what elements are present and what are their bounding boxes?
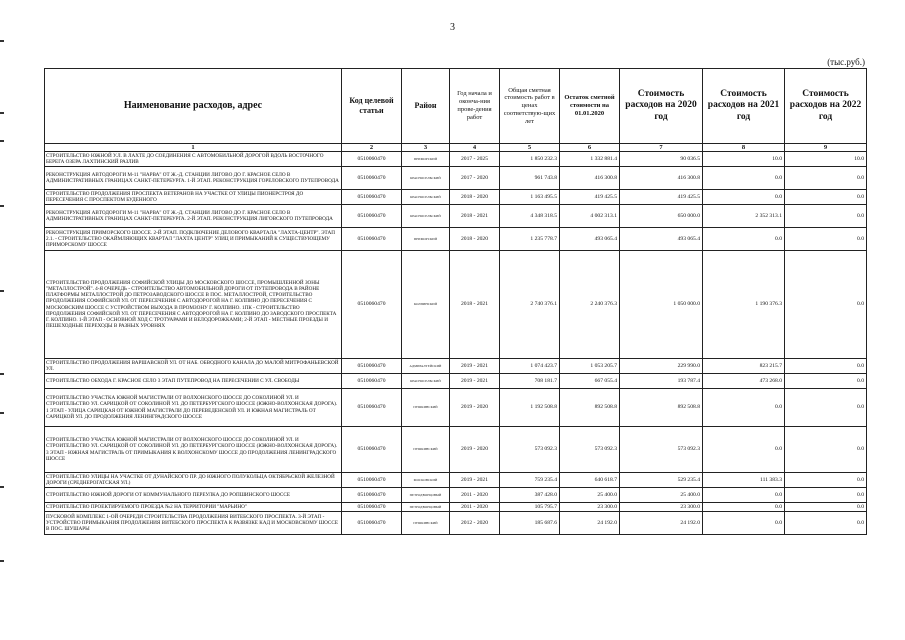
row-region: ПУШКИНСКИЙ (402, 512, 450, 535)
row-cost-2021: 0.0 (703, 503, 785, 512)
row-name: РЕКОНСТРУКЦИЯ АВТОДОРОГИ М-11 "НАРВА" ОТ Ж.-Д. СТАНЦИИ ЛИГОВО ДО Г. КРАСНОЕ СЕЛО В АДМИНИСТРАТИВНЫХ ГРАНИЦАХ САНКТ-ПЕТЕРБУРГА. 1-Й ЭТАП. РЕКОНСТРУКЦИЯ ГОРЕЛОВСКОГО ПУТЕПРОВОДА (45, 167, 342, 190)
row-cost-2022: 0.0 (785, 205, 867, 228)
row-name: СТРОИТЕЛЬСТВО УЛИЦЫ НА УЧАСТКЕ ОТ ДУНАЙСКОГО ПР. ДО ЮЖНОГО ПОЛУКОЛЬЦА ОКТЯБРЬСКОЙ ЖЕЛЕЗНОЙ ДОРОГИ (СРЕДНЕРОГАТСКАЯ УЛ.) (45, 473, 342, 488)
row-total: 185 687.6 (500, 512, 560, 535)
row-region: КРАСНОСЕЛЬСКИЙ (402, 167, 450, 190)
table-row (45, 359, 867, 374)
header-region: Район (402, 69, 450, 144)
row-cost-2020: 529 235.4 (620, 473, 703, 488)
row-years: 2018 - 2020 (450, 228, 500, 251)
row-remain: 573 092.3 (560, 427, 620, 473)
row-years: 2011 - 2020 (450, 488, 500, 503)
row-remain: 24 192.0 (560, 512, 620, 535)
row-cost-2022: 0.0 (785, 389, 867, 427)
row-region: ПУШКИНСКИЙ (402, 427, 450, 473)
table-row (45, 503, 867, 512)
row-name: СТРОИТЕЛЬСТВО ПРОЕКТИРУЕМОГО ПРОЕЗДА №2 НА ТЕРРИТОРИИ "МАРЬИНО" (45, 503, 342, 512)
row-name: СТРОИТЕЛЬСТВО ЮЖНОЙ У.Л. В ЛАХТЕ ДО СОЕДИНЕНИЯ С АВТОМОБИЛЬНОЙ ДОРОГОЙ ВДОЛЬ ВОСТОЧНОГО БЕРЕГА ОЗЕРА ЛАХТИНСКИЙ РАЗЛИВ (45, 152, 342, 167)
row-region: ПЕТРОДВОРЦОВЫЙ (402, 503, 450, 512)
row-region: ПРИМОРСКИЙ (402, 152, 450, 167)
row-remain: 419 425.5 (560, 190, 620, 205)
row-cost-2021: 0.0 (703, 488, 785, 503)
col-num: 8 (703, 144, 785, 152)
row-cost-2020: 419 425.5 (620, 190, 703, 205)
row-years: 2019 - 2021 (450, 473, 500, 488)
row-code: 0510060470 (342, 359, 402, 374)
row-region: КРАСНОСЕЛЬСКИЙ (402, 190, 450, 205)
row-total: 961 743.8 (500, 167, 560, 190)
row-years: 2012 - 2020 (450, 512, 500, 535)
row-cost-2022: 0.0 (785, 473, 867, 488)
row-cost-2021: 0.0 (703, 190, 785, 205)
col-num: 3 (402, 144, 450, 152)
row-years: 2018 - 2021 (450, 251, 500, 359)
row-total: 1 850 232.3 (500, 152, 560, 167)
row-years: 2019 - 2021 (450, 359, 500, 374)
col-num: 6 (560, 144, 620, 152)
row-remain: 23 300.0 (560, 503, 620, 512)
row-cost-2022: 0.0 (785, 427, 867, 473)
table-row (45, 167, 867, 190)
row-code: 0510060470 (342, 488, 402, 503)
table-row (45, 152, 867, 167)
units-label: (тыс.руб.) (827, 57, 865, 67)
row-name: СТРОИТЕЛЬСТВО ОБХОДА Г. КРАСНОЕ СЕЛО 3 ЭТАП ПУТЕПРОВОД НА ПЕРЕСЕЧЕНИИ С УЛ. СВОБОДЫ (45, 374, 342, 389)
table-row (45, 228, 867, 251)
row-cost-2020: 90 036.5 (620, 152, 703, 167)
header-cost-2021: Стоимость расходов на 2021 год (703, 69, 785, 144)
row-name: ПУСКОВОЙ КОМПЛЕКС 1-ОЙ ОЧЕРЕДИ СТРОИТЕЛЬСТВА ПРОДОЛЖЕНИЯ ВИТЕБСКОГО ПРОСПЕКТА. 3-Й ЭТАП - УСТРОЙСТВО ПРИМЫКАНИЯ ПРОДОЛЖЕНИЯ ВИТЕБСКОГО ПРОСПЕКТА К РАЗВЯЗКЕ КАД И МОСКОВСКОМУ ШОССЕ В ПОС. ШУШАРЫ (45, 512, 342, 535)
row-code: 0510060470 (342, 152, 402, 167)
row-cost-2020: 493 065.4 (620, 228, 703, 251)
row-cost-2021: 0.0 (703, 427, 785, 473)
header-code: Код целевой статьи (342, 69, 402, 144)
row-region: ПЕТРОДВОРЦОВЫЙ (402, 488, 450, 503)
row-total: 708 181.7 (500, 374, 560, 389)
col-num: 2 (342, 144, 402, 152)
table-row (45, 205, 867, 228)
row-total: 4 348 318.5 (500, 205, 560, 228)
row-name: РЕКОНСТРУКЦИЯ АВТОДОРОГИ М-11 "НАРВА" ОТ Ж.-Д. СТАНЦИИ ЛИГОВО ДО Г. КРАСНОЕ СЕЛО В АДМИНИСТРАТИВНЫХ ГРАНИЦАХ САНКТ-ПЕТЕРБУРГА. 2-Й ЭТАП. РЕКОНСТРУКЦИЯ ЛИГОВСКОГО ПУТЕПРОВОДА (45, 205, 342, 228)
row-years: 2018 - 2020 (450, 190, 500, 205)
row-remain: 1 053 205.7 (560, 359, 620, 374)
row-years: 2017 - 2020 (450, 167, 500, 190)
row-cost-2021: 0.0 (703, 167, 785, 190)
row-cost-2020: 25 400.0 (620, 488, 703, 503)
row-code: 0510060470 (342, 427, 402, 473)
row-years: 2019 - 2021 (450, 374, 500, 389)
header-remain-date: 01.01.2020 (574, 109, 605, 117)
row-cost-2021: 10.0 (703, 152, 785, 167)
row-cost-2021: 0.0 (703, 512, 785, 535)
header-remain-text: Остаток сметной стоимости на (564, 94, 615, 110)
page-number: 3 (450, 22, 455, 33)
row-remain: 892 508.8 (560, 389, 620, 427)
col-num: 9 (785, 144, 867, 152)
row-name: СТРОИТЕЛЬСТВО ЮЖНОЙ ДОРОГИ ОТ КОММУНАЛЬНОГО ПЕРЕУЛКА ДО РОПШИНСКОГО ШОССЕ (45, 488, 342, 503)
row-cost-2021: 111 383.3 (703, 473, 785, 488)
row-remain: 667 055.4 (560, 374, 620, 389)
row-region: КОЛПИНСКИЙ (402, 251, 450, 359)
row-code: 0510060470 (342, 473, 402, 488)
row-cost-2022: 0.0 (785, 488, 867, 503)
row-code: 0510060470 (342, 512, 402, 535)
row-region: КРАСНОСЕЛЬСКИЙ (402, 205, 450, 228)
row-remain: 25 400.0 (560, 488, 620, 503)
row-name: СТРОИТЕЛЬСТВО УЧАСТКА ЮЖНОЙ МАГИСТРАЛИ ОТ ВОЛХОНСКОГО ШОССЕ ДО СОКОЛИНОЙ УЛ. И СТРОИТЕЛЬСТВО УЛ. САРИЦКОЙ ОТ СОКОЛИНОЙ УЛ. ДО ПЕТЕРБУРГСКОГО ШОССЕ (ЮЖНО-ВОЛХОНСКАЯ ДОРОГА). 1 ЭТАП - УЛИЦА САРИЦКАЯ ОТ ЮЖНОЙ МАГИСТРАЛИ ДО ПЕРЕВЕДЕНСКОЙ УЛ. И ЮЖНАЯ МАГИСТРАЛЬ ОТ САРИЦКОЙ УЛ. ДО ПРОДОЛЖЕНИЯ ЛЕНИНГРАДСКОГО ШОССЕ (45, 389, 342, 427)
row-cost-2020: 229 990.0 (620, 359, 703, 374)
row-cost-2021: 823 215.7 (703, 359, 785, 374)
row-cost-2022: 0.0 (785, 228, 867, 251)
row-cost-2020: 23 300.0 (620, 503, 703, 512)
row-total: 387 428.0 (500, 488, 560, 503)
row-cost-2020: 573 092.3 (620, 427, 703, 473)
row-name: РЕКОНСТРУКЦИЯ ПРИМОРСКОГО ШОССЕ. 2-Й ЭТАП. ПОДКЛЮЧЕНИЕ ДЕЛОВОГО КВАРТАЛА "ЛАХТА-ЦЕНТР". ЭТАП 2.1. - СТРОИТЕЛЬСТВО ОКАЙМЛЯЮЩИХ КВАРТАЛ "ЛАХТА ЦЕНТР" УЛИЦ И ПРИМЫКАНИЙ К СУЩЕСТВУЮЩЕМУ ПРИМОРСКОМУ ШОССЕ (45, 228, 342, 251)
row-total: 573 092.3 (500, 427, 560, 473)
row-total: 105 795.7 (500, 503, 560, 512)
row-region: АДМИРАЛТЕЙСКИЙ (402, 359, 450, 374)
row-remain: 640 618.7 (560, 473, 620, 488)
row-remain: 493 065.4 (560, 228, 620, 251)
table-row (45, 190, 867, 205)
header-total: Общая сметная стоимость работ в ценах соответствую-щих лет (500, 69, 560, 144)
row-region: КРАСНОСЕЛЬСКИЙ (402, 374, 450, 389)
row-cost-2022: 0.0 (785, 190, 867, 205)
row-cost-2020: 650 000.0 (620, 205, 703, 228)
row-name: СТРОИТЕЛЬСТВО УЧАСТКА ЮЖНОЙ МАГИСТРАЛИ ОТ ВОЛХОНСКОГО ШОССЕ ДО СОКОЛИНОЙ УЛ. И СТРОИТЕЛЬСТВО УЛ. САРИЦКОЙ ОТ СОКОЛИНОЙ УЛ. ДО ПЕТЕРБУРГСКОГО ШОССЕ (ЮЖНО-ВОЛХОНСКАЯ ДОРОГА). 3 ЭТАП - ЮЖНАЯ МАГИСТРАЛЬ ОТ ПРИМЫКАНИЯ К ВОЛХОНСКОМУ ШОССЕ ДО ПРОДОЛЖЕНИЯ ЛЕНИНГРАДСКОГО ШОССЕ (45, 427, 342, 473)
table-row (45, 251, 867, 359)
col-num: 4 (450, 144, 500, 152)
row-code: 0510060470 (342, 205, 402, 228)
row-total: 1 074 423.7 (500, 359, 560, 374)
row-years: 2011 - 2020 (450, 503, 500, 512)
row-cost-2022: 0.0 (785, 167, 867, 190)
row-region: ПУШКИНСКИЙ (402, 389, 450, 427)
row-total: 1 163 495.5 (500, 190, 560, 205)
header-remain (560, 69, 620, 144)
row-cost-2020: 416 300.8 (620, 167, 703, 190)
row-cost-2022: 0.0 (785, 359, 867, 374)
header-name: Наименование расходов, адрес (45, 69, 342, 144)
row-code: 0510060470 (342, 190, 402, 205)
row-cost-2022: 10.0 (785, 152, 867, 167)
col-num: 7 (620, 144, 703, 152)
row-cost-2020: 1 050 000.0 (620, 251, 703, 359)
table-row (45, 374, 867, 389)
row-name: СТРОИТЕЛЬСТВО ПРОДОЛЖЕНИЯ ПРОСПЕКТА ВЕТЕРАНОВ НА УЧАСТКЕ ОТ УЛИЦЫ ПИОНЕРСТРОЯ ДО ПЕРЕСЕЧЕНИЯ С ПРОСПЕКТОМ БУДЕННОГО (45, 190, 342, 205)
table-row (45, 512, 867, 535)
row-cost-2020: 892 508.8 (620, 389, 703, 427)
row-name: СТРОИТЕЛЬСТВО ПРОДОЛЖЕНИЯ СОФИЙСКОЙ УЛИЦЫ ДО МОСКОВСКОГО ШОССЕ, ПРОМЫШЛЕННОЙ ЗОНЫ "МЕТАЛЛОСТРОЙ". 4-Я ОЧЕРЕДЬ - СТРОИТЕЛЬСТВО АВТОМОБИЛЬНОЙ ДОРОГИ ОТ ПУТЕПРОВОДА В РАЙОНЕ ПЛАТФОРМЫ МЕТАЛЛОСТРОЙ ДО ПЕТРОЗАВОДСКОГО ШОССЕ В ПОС. МЕТАЛЛОСТРОЙ, СТРОИТЕЛЬСТВО ПРОДОЛЖЕНИЯ СОФИЙСКОЙ УЛ. ОТ ПЕРЕСЕЧЕНИЯ С АВТОДОРОГОЙ НА Г. КОЛПИНО ДО ПЕРЕСЕЧЕНИЯ С МОСКОВСКИМ ШОССЕ С УСТРОЙСТВОМ ВЫХОДА В ПРОМЗОНУ Г. КОЛПИНО. 1ПК - СТРОИТЕЛЬСТВО ПРОДОЛЖЕНИЯ СОФИЙСКОЙ УЛ. ОТ ПЕРЕСЕЧЕНИЯ С АВТОДОРОГОЙ НА Г. КОЛПИНО ДО ЗАВОДСКОГО ПРОСПЕКТА Г. КОЛПИНО. 1-Й ЭТАП - ОСНОВНОЙ ХОД С ТРОТУАРАМИ И ВЕЛОДОРОЖКАМИ; 2-Й ЭТАП - МЕСТНЫЕ ПРОЕЗДЫ И ПЕШЕХОДНЫЕ ПЕРЕХОДЫ В РАЗНЫХ УРОВНЯХ (45, 251, 342, 359)
table-row (45, 488, 867, 503)
table-row (45, 427, 867, 473)
row-total: 1 235 778.7 (500, 228, 560, 251)
row-cost-2021: 0.0 (703, 228, 785, 251)
row-cost-2020: 24 192.0 (620, 512, 703, 535)
row-total: 759 235.4 (500, 473, 560, 488)
row-total: 2 740 376.1 (500, 251, 560, 359)
row-cost-2021: 1 190 376.3 (703, 251, 785, 359)
table-row (45, 473, 867, 488)
table-body (45, 152, 867, 535)
scan-edge-marks (0, 0, 6, 640)
row-code: 0510060470 (342, 251, 402, 359)
row-cost-2021: 473 268.0 (703, 374, 785, 389)
row-region: ПРИМОРСКИЙ (402, 228, 450, 251)
row-cost-2021: 2 352 313.1 (703, 205, 785, 228)
col-num: 5 (500, 144, 560, 152)
row-code: 0510060470 (342, 167, 402, 190)
header-years: Год начала и оконча-ния прове-дения работ (450, 69, 500, 144)
row-cost-2022: 0.0 (785, 374, 867, 389)
row-region: МОСКОВСКИЙ (402, 473, 450, 488)
row-cost-2022: 0.0 (785, 503, 867, 512)
row-remain: 416 300.8 (560, 167, 620, 190)
row-years: 2019 - 2020 (450, 427, 500, 473)
col-num: 1 (45, 144, 342, 152)
header-row (45, 69, 867, 144)
row-total: 1 192 508.8 (500, 389, 560, 427)
row-code: 0510060470 (342, 503, 402, 512)
row-cost-2022: 0.0 (785, 251, 867, 359)
row-years: 2018 - 2021 (450, 205, 500, 228)
row-name: СТРОИТЕЛЬСТВО ПРОДОЛЖЕНИЯ ВАРШАВСКОЙ УЛ. ОТ НАБ. ОБВОДНОГО КАНАЛА ДО МАЛОЙ МИТРОФАНЬЕВСКОЙ УЛ. (45, 359, 342, 374)
row-cost-2020: 193 787.4 (620, 374, 703, 389)
budget-table (44, 68, 867, 535)
header-cost-2022: Стоимость расходов на 2022 год (785, 69, 867, 144)
row-years: 2019 - 2020 (450, 389, 500, 427)
row-remain: 1 332 881.4 (560, 152, 620, 167)
table-row (45, 389, 867, 427)
row-cost-2021: 0.0 (703, 389, 785, 427)
column-number-row (45, 144, 867, 152)
row-code: 0510060470 (342, 228, 402, 251)
row-code: 0510060470 (342, 374, 402, 389)
row-years: 2017 - 2025 (450, 152, 500, 167)
header-cost-2020: Стоимость расходов на 2020 год (620, 69, 703, 144)
row-remain: 4 002 313.1 (560, 205, 620, 228)
row-code: 0510060470 (342, 389, 402, 427)
row-remain: 2 240 376.3 (560, 251, 620, 359)
row-cost-2022: 0.0 (785, 512, 867, 535)
